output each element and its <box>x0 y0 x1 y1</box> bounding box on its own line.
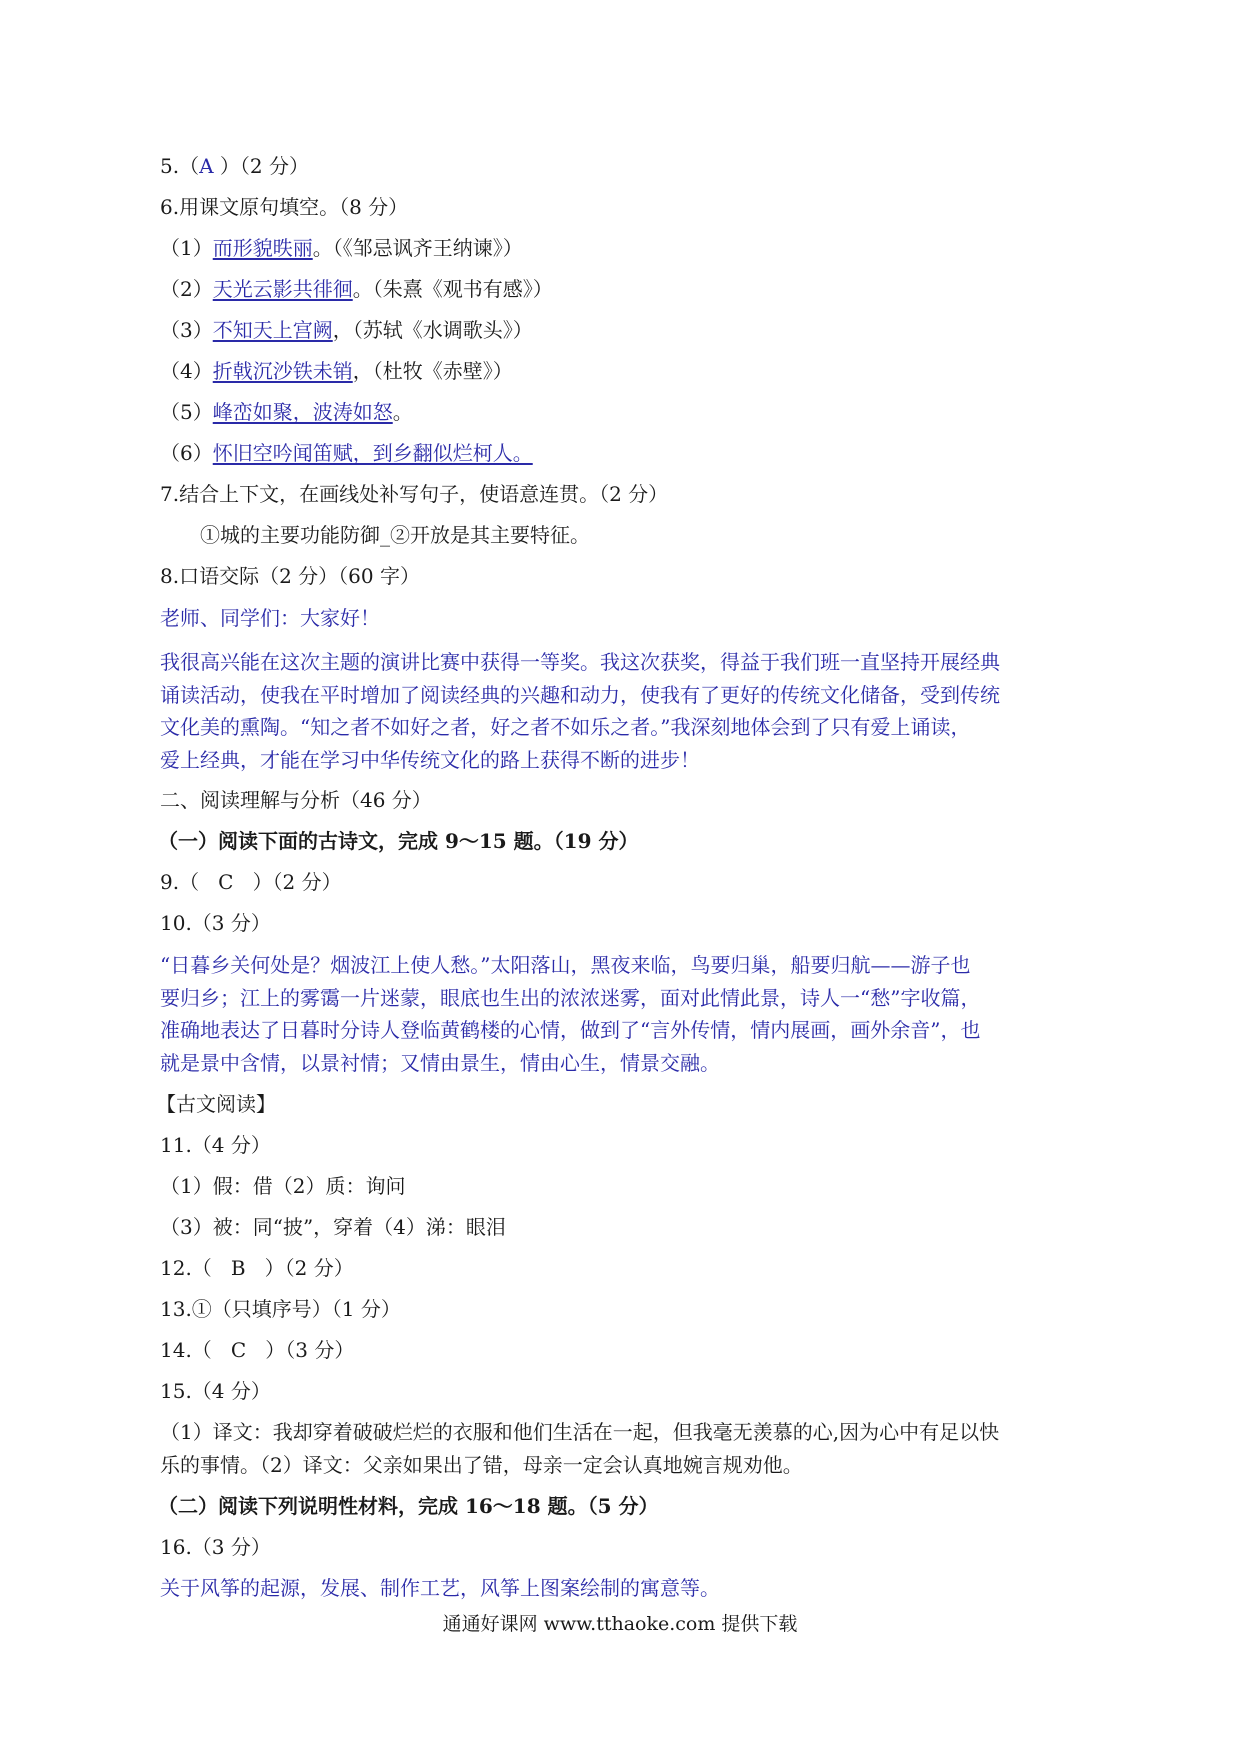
q8-line: 我很高兴能在这次主题的演讲比赛中获得一等奖。我这次获奖，得益于我们班一直坚持开展经典 <box>160 650 1000 674</box>
q6-title: 6.用课文原句填空。（8 分） <box>160 195 409 219</box>
q5-number: 5. <box>160 154 180 178</box>
q14-score: ）（3 分） <box>265 1338 355 1362</box>
q13-line: 13.①（只填序号）（1 分） <box>160 1297 401 1321</box>
q6-item-3 <box>160 318 533 342</box>
q10-answer-paragraph <box>160 949 1090 1079</box>
q9-number: 9.（ <box>160 870 200 894</box>
q8-line: 诵读活动，使我在平时增加了阅读经典的兴趣和动力，使我有了更好的传统文化储备，受到传统 <box>160 682 1000 707</box>
q6-item-2 <box>160 277 553 301</box>
q6-item-source: 。 <box>392 400 413 424</box>
q5-close-paren: ） <box>219 154 240 178</box>
q16-title: 16.（3 分） <box>160 1535 271 1559</box>
q10-line: 就是景中含情，以景衬情；又情由景生，情由心生，情景交融。 <box>160 1050 720 1075</box>
q14-line <box>160 1338 354 1362</box>
q12-answer: B <box>230 1256 246 1280</box>
q7-title: 7.结合上下文，在画线处补写句子，使语意连贯。（2 分） <box>160 482 669 506</box>
classical-reading-title: 【古文阅读】 <box>156 1092 276 1116</box>
q5-answer: A <box>199 154 214 178</box>
q6-item-answer: 不知天上宫阙 <box>212 318 333 342</box>
q9-line <box>160 870 342 894</box>
q6-item-4 <box>160 359 513 383</box>
q12-number: 12.（ <box>160 1256 212 1280</box>
q8-line: 文化美的熏陶。“知之者不如好之者，好之者不如乐之者。”我深刻地体会到了只有爱上诵读， <box>160 715 971 739</box>
q6-item-answer: 怀旧空吟闻笛赋，到乡翻似烂柯人。 <box>212 441 533 465</box>
q15-title: 15.（4 分） <box>160 1379 271 1403</box>
q6-item-number: （4） <box>160 359 213 383</box>
q11-title: 11.（4 分） <box>160 1133 271 1157</box>
q6-item-1 <box>160 236 523 260</box>
q6-item-source: 。（《邹忌讽齐王纳谏》） <box>312 236 523 260</box>
q10-line: 要归乡；江上的雾霭一片迷蒙，眼底也生出的浓浓迷雾，面对此情此景，诗人一“愁”字收篇， <box>160 985 981 1010</box>
q9-answer: C <box>218 870 234 894</box>
footer-credit: 通通好课网 www.tthaoke.com 提供下载 <box>442 1613 798 1635</box>
q6-item-number: （2） <box>160 277 213 301</box>
q6-item-number: （6） <box>160 441 213 465</box>
q6-item-answer: 折戟沉沙铁未销 <box>212 359 353 383</box>
q14-number: 14.（ <box>160 1338 212 1362</box>
q10-line: 准确地表达了日暮时分诗人登临黄鹤楼的心情，做到了“言外传情，情内展画，画外余音”，也 <box>160 1018 981 1042</box>
q6-item-answer: 而形貌昳丽 <box>212 236 313 260</box>
q16-answer: 关于风筝的起源，发展、制作工艺，风筝上图案绘制的寓意等。 <box>160 1576 720 1600</box>
q12-line <box>160 1256 354 1280</box>
q15-line-1: （1）译文：我却穿着破破烂烂的衣服和他们生活在一起，但我毫无羡慕的心,因为心中有足以快 <box>160 1420 1000 1444</box>
q5-line <box>160 154 309 178</box>
q8-line: 爱上经典，才能在学习中华传统文化的路上获得不断的进步！ <box>160 747 700 772</box>
q12-score: ）（2 分） <box>264 1256 354 1280</box>
q14-answer: C <box>230 1338 247 1362</box>
q11-line-1: （1）假：借（2）质：询问 <box>160 1174 406 1198</box>
q5-score: （2 分） <box>239 154 309 178</box>
q8-answer-paragraph <box>160 646 1090 776</box>
q9-score: ）（2 分） <box>252 870 342 894</box>
q5-open-paren: （ <box>179 154 200 178</box>
q8-greeting: 老师、同学们：大家好！ <box>160 606 380 630</box>
q6-item-source: ，（苏轼《水调歌头》） <box>332 318 533 342</box>
part-2-title: （二）阅读下列说明性材料，完成 16～18 题。（5 分） <box>158 1494 659 1518</box>
q6-item-6 <box>160 441 533 465</box>
section-2-title: 二、阅读理解与分析（46 分） <box>160 788 432 812</box>
q6-item-source: ，（杜牧《赤壁》） <box>352 359 513 383</box>
q6-item-answer: 峰峦如聚，波涛如怒 <box>212 400 393 424</box>
q6-item-number: （5） <box>160 400 213 424</box>
q11-line-2: （3）被：同“披”，穿着（4）涕：眼泪 <box>160 1215 506 1239</box>
q6-item-number: （1） <box>160 236 213 260</box>
q7-answer: ①城的主要功能防御_②开放是其主要特征。 <box>200 523 590 547</box>
q15-line-2: 乐的事情。（2）译文：父亲如果出了错，母亲一定会认真地婉言规劝他。 <box>160 1453 803 1477</box>
q6-item-number: （3） <box>160 318 213 342</box>
q10-title: 10.（3 分） <box>160 911 271 935</box>
q6-item-source: 。（朱熹《观书有感》） <box>352 277 553 301</box>
q6-item-answer: 天光云影共徘徊 <box>212 277 353 301</box>
q6-item-5 <box>160 400 413 424</box>
q10-line: “日暮乡关何处是？烟波江上使人愁。”太阳落山，黑夜来临，鸟要归巢，船要归航——游子也 <box>160 953 971 977</box>
part-1-title: （一）阅读下面的古诗文，完成 9～15 题。（19 分） <box>158 829 639 853</box>
q8-title: 8.口语交际（2 分）（60 字） <box>160 564 420 588</box>
